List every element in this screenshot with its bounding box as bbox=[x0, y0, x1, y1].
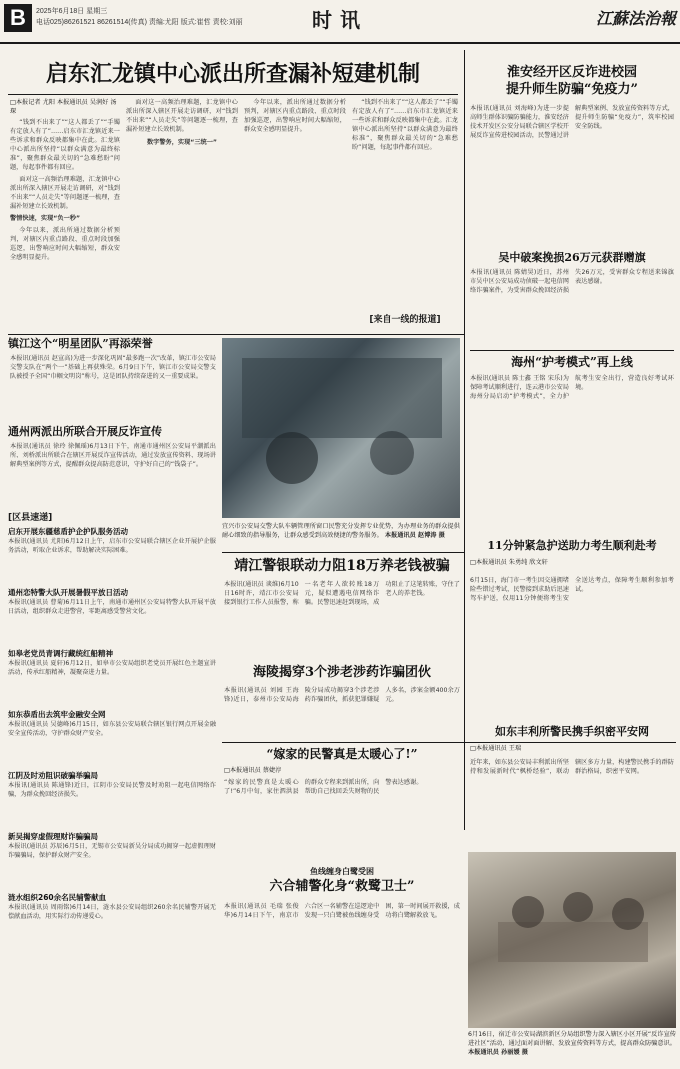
rugao-title: 如东丰利所警民携手织密平安网 bbox=[495, 725, 649, 738]
sec1-title: 镇江这个“明星团队”再添荣誉 bbox=[8, 337, 153, 350]
brief-title: 通州恋特警大队开展暑假平放日活动 bbox=[8, 588, 128, 597]
area-header: [区县速递] bbox=[8, 513, 53, 523]
date-line: 2025年6月18日 星期三 bbox=[36, 8, 108, 15]
jingjiang-body: 本报讯(通讯员 谈维)6月10日16时许，靖江市公安局接到银行工作人员报警，称一名老年人欲转账18万元，疑似遭遇电信网络诈骗。民警迅速赶到现场，成功阻止了这笔转账，守住了老人的养老钱。 bbox=[224, 581, 460, 606]
photo1-caption bbox=[222, 522, 460, 550]
contact-line: 电话025)86261521 86261514(传真) 责编:尤阳 版式:崔哲 责校:刘丽 bbox=[36, 19, 243, 26]
main-col-2 bbox=[126, 98, 238, 328]
warm-rule bbox=[222, 742, 676, 743]
warm-body: “嫁家的民警真是太暖心了!”6月中旬，家住泗洪县的群众专程来到派出所，向帮助自己找回丢失财物的民警表达感谢。 bbox=[224, 779, 423, 795]
main-paragraph: 今年以来，派出所通过数据分析预判，对辖区内重点路段、重点时段加强巡逻，出警响应时间大幅缩短，群众安全感明显提升。 bbox=[244, 99, 346, 133]
masthead-info bbox=[36, 6, 266, 28]
column-divider bbox=[464, 50, 465, 830]
main-col-4 bbox=[352, 98, 458, 308]
right3-title: 海州“护考模式”再上线 bbox=[511, 355, 633, 369]
main-subhead: 警情快速，实现“负一秒” bbox=[10, 215, 81, 222]
sec1-body: 本报讯(通讯员 赵宣高)为进一步深化巩固“最多跑一次”改革，镇江市公安局交警支队在“两个一”基础上再获殊荣。6月9日下午，镇江市公安局交警支队被授予全国“巾帼文明岗”称号，这是团队持续奋进的又一重要成果。 bbox=[10, 355, 216, 380]
photo2-credit: 本报通讯员 孙丽媛 摄 bbox=[468, 1049, 528, 1056]
person-shape bbox=[512, 896, 544, 928]
right2-title: 吴中破案挽损26万元获群赠旗 bbox=[498, 251, 646, 264]
brief-text: 本报讯(通讯员 尤阳)6月12日上午，启东市公安局联合辖区企业开展护企服务活动，听取企业诉求，帮助解决实际困难。 bbox=[8, 538, 216, 554]
brief-title: 江阴及时劝阻识破骗举骗局 bbox=[8, 771, 98, 780]
brief-text: 本报讯(通讯员 周雨铭)6月14日，涟水县公安局组织260余名民辅警开展无偿献血活动，用实际行动传递爱心。 bbox=[8, 904, 216, 920]
jingjiang-title: 靖江警银联动力阻18万养老钱被骗 bbox=[234, 558, 450, 574]
haimen-body: 6月15日，海门市一考生因交通拥堵险些错过考试，民警接到求助后迅速驾车护送，仅用11分钟便将考生安全送达考点，保障考生顺利参加考试。 bbox=[470, 577, 674, 602]
person-shape bbox=[266, 432, 318, 484]
liuhe-title: 六合辅警化身“救鹭卫士” bbox=[269, 879, 415, 894]
main-paragraph: 面对这一高频治理难题，汇龙镇中心派出所深入辖区开展走访调研，对“钱到不出来”“人员走失”等问题逐一梳理，查漏补短建立长效机制。 bbox=[126, 99, 238, 133]
photo2-caption-text: 6月16日，宿迁市公安局湖滨新区分局组织警力深入辖区小区开展“反诈宣传进社区”活动，通过面对面讲解、发放宣传资料等方式，提高群众防骗意识。 bbox=[468, 1031, 676, 1047]
right3-body: 本报讯(通讯员 陈士鑫 王铭 宋乐)为保障考试顺利进行，连云港市公安局海州分局启动“护考模式”，全力护航考生安全出行，营造良好考试环境。 bbox=[470, 375, 674, 400]
main-paragraph: 今年以来，派出所通过数据分析预判，对辖区内重点路段、重点时段加强巡逻，出警响应时间大幅缩短，群众安全感明显提升。 bbox=[10, 227, 120, 261]
counter-shape bbox=[242, 358, 442, 438]
warm-title: “嫁家的民警真是太暖心了!” bbox=[266, 747, 418, 761]
main-paragraph: 面对这一高频治理难题，汇龙镇中心派出所深入辖区开展走访调研，对“钱到不出来”“人员走失”等问题逐一梳理，查漏补短建立长效机制。 bbox=[10, 176, 120, 210]
right1-subtitle: 提升师生防骗“免疫力” bbox=[506, 82, 638, 97]
brief-text: 本报讯(通讯员 夏轩)6月12日，如皋市公安局组织老党员开展红色主题宣讲活动，传承红船精神，凝聚奋进力量。 bbox=[8, 660, 216, 676]
jingjiang-rule bbox=[222, 552, 464, 553]
liuhe-body: 本报讯(通讯员 毛瑞 张俊华)6月14日下午，南京市六合区一名辅警在巡逻途中发现一只白鹭被鱼线缠身受困，第一时间展开救援，成功将白鹭解救放飞。 bbox=[224, 903, 460, 919]
brief-text: 本报讯(通讯员 吴德峰)6月15日，如东县公安局联合辖区银行网点开展金融安全宣传活动，守护群众财产安全。 bbox=[8, 721, 216, 737]
main-col-3 bbox=[244, 98, 346, 328]
right1-title: 淮安经开区反诈进校园 bbox=[506, 65, 637, 80]
haiyang-body: 本报讯(通讯员 刘园 王海锋)近日，泰州市公安局海陵分局成功揭穿3个涉老涉药诈骗团伙，抓获犯罪嫌疑人多名，涉案金额400余万元。 bbox=[224, 687, 460, 703]
haimen-title: 11分钟紧急护送助力考生顺利赴考 bbox=[487, 539, 657, 552]
warm-byline: □本报通讯员 蔡婕淳 bbox=[224, 767, 282, 774]
brief-title: 如皋老党员青调行藏统红船精神 bbox=[8, 649, 113, 658]
main-headline: 启东汇龙镇中心派出所查漏补短建机制 bbox=[45, 61, 420, 87]
photo2-caption bbox=[468, 1030, 676, 1066]
brief-title: 涟水组织260余名民辅警献血 bbox=[8, 893, 107, 902]
brief-text: 本报讯(通讯员 苏辰)6月5日，无锡市公安局新吴分局成功揭穿一起虚假理财诈骗骗局，保护群众财产安全。 bbox=[8, 843, 216, 859]
brief-text: 本报讯(通讯员 曹菊)6月11日上午，南通市通州区公安局特警大队开展平放日活动，组织群众走进警营，零距离感受警营文化。 bbox=[8, 599, 216, 615]
main-col-1 bbox=[10, 118, 120, 328]
main-subhead-right: 数字警务，实现“三统一” bbox=[146, 139, 217, 146]
person-shape bbox=[370, 431, 414, 475]
brief-title: 新吴揭穿虚假理财诈骗骗局 bbox=[8, 832, 98, 841]
rugao-byline: □本报通讯员 王瑞 bbox=[470, 745, 522, 752]
haiyang-title: 海陵揭穿3个涉老涉药诈骗团伙 bbox=[252, 665, 432, 680]
sec2-title: 通州两派出所联合开展反诈宣传 bbox=[8, 425, 162, 438]
person-shape bbox=[612, 898, 644, 930]
right1-body: 本报讯(通讯员 刘海峰)为进一步提高师生群体识骗防骗能力，淮安经济技术开发区公安分局联合辖区学校开展反诈宣传进校园活动，民警通过讲解典型案例、发放宣传资料等方式，提升师生防骗“免疫力”，筑牢校园安全防线。 bbox=[470, 105, 674, 139]
right2-body: 本报讯(通讯员 陈婧昊)近日，苏州市吴中区公安局成功侦破一起电信网络诈骗案件，为受害群众挽回经济损失26万元，受害群众专程送来锦旗表达感谢。 bbox=[470, 269, 674, 294]
brief-text: 本报讯(通讯员 陈通锋)近日，江阴市公安局民警及时劝阻一起电信网络诈骗，为群众挽回经济损失。 bbox=[8, 782, 216, 798]
main-paragraph: “钱到不出来了”“这人都丢了”“手镯有定放人有了”……启东市汇龙镇近来一些诉求和群众反映都集中在此。汇龙镇中心派出所坚持“以群众满意为最终标准”，聚焦群众最关切的“急难愁盼”问题，每起事件都有回应。 bbox=[352, 99, 458, 151]
photo1-caption-text: 宜兴市公安局交警大队车辆管理所窗口民警充分发挥专业优势，为办理业务的群众提供耐心细致的指导服务，让群众感受到高效便捷的警务服务。 bbox=[222, 523, 460, 539]
liuhe-kicker: 鱼线缠身白鹭受困 bbox=[310, 867, 374, 876]
area-briefs bbox=[8, 524, 216, 1054]
main-rule bbox=[8, 94, 458, 95]
haimen-byline: □本报通讯员 朱勇纯 欣文轩 bbox=[470, 559, 548, 566]
section-title: 时讯 bbox=[312, 8, 368, 32]
photo1-credit: 本报通讯员 赵博涛 摄 bbox=[384, 532, 445, 539]
masthead bbox=[0, 0, 680, 44]
brief-title: 如东恭盾出去筑牢金融安全网 bbox=[8, 710, 106, 719]
main-byline: □本报记者 尤阳 本报通讯员 吴润好 汤琛 bbox=[10, 99, 117, 115]
main-paragraph: “钱到不出来了”“这人都丢了”“手镯有定放人有了”……启东市汇龙镇近来一些诉求和群众反映都集中在此。汇龙镇中心派出所坚持“以群众满意为最终标准”，聚焦群众最关切的“急难愁盼”问题，每起事件都有回应。 bbox=[10, 119, 120, 171]
community-event-photo bbox=[468, 852, 676, 1028]
photo-illustration bbox=[222, 338, 460, 518]
newspaper-logo: 江蘇法治報 bbox=[595, 9, 676, 28]
photo2-illustration bbox=[468, 852, 676, 1028]
right-rule bbox=[470, 350, 674, 351]
police-service-photo bbox=[222, 338, 460, 518]
sec2-body: 本报讯(通讯员 徐玲 徐佩瑶)6月13日下午，南通市通州区公安局平潮派出所、刘桥派出所联合在辖区开展反诈宣传活动，通过发放宣传资料、现场讲解典型案例等方式，提醒群众提高防范意识，守护好自己的“钱袋子”。 bbox=[10, 443, 216, 468]
sec1-rule bbox=[8, 334, 464, 335]
brief-title: 启东开展东疆慈盾护企护队服务活动 bbox=[8, 527, 128, 536]
page-letter: B bbox=[4, 4, 32, 32]
rugao-body: 近年来，如东县公安局丰利派出所坚持和发展新时代“枫桥经验”，联动辖区多方力量，构建警民携手的群防群治格局，织密平安网。 bbox=[470, 759, 674, 775]
person-shape bbox=[563, 892, 593, 922]
frontline-tag: [来自一线的报道] bbox=[369, 315, 441, 325]
